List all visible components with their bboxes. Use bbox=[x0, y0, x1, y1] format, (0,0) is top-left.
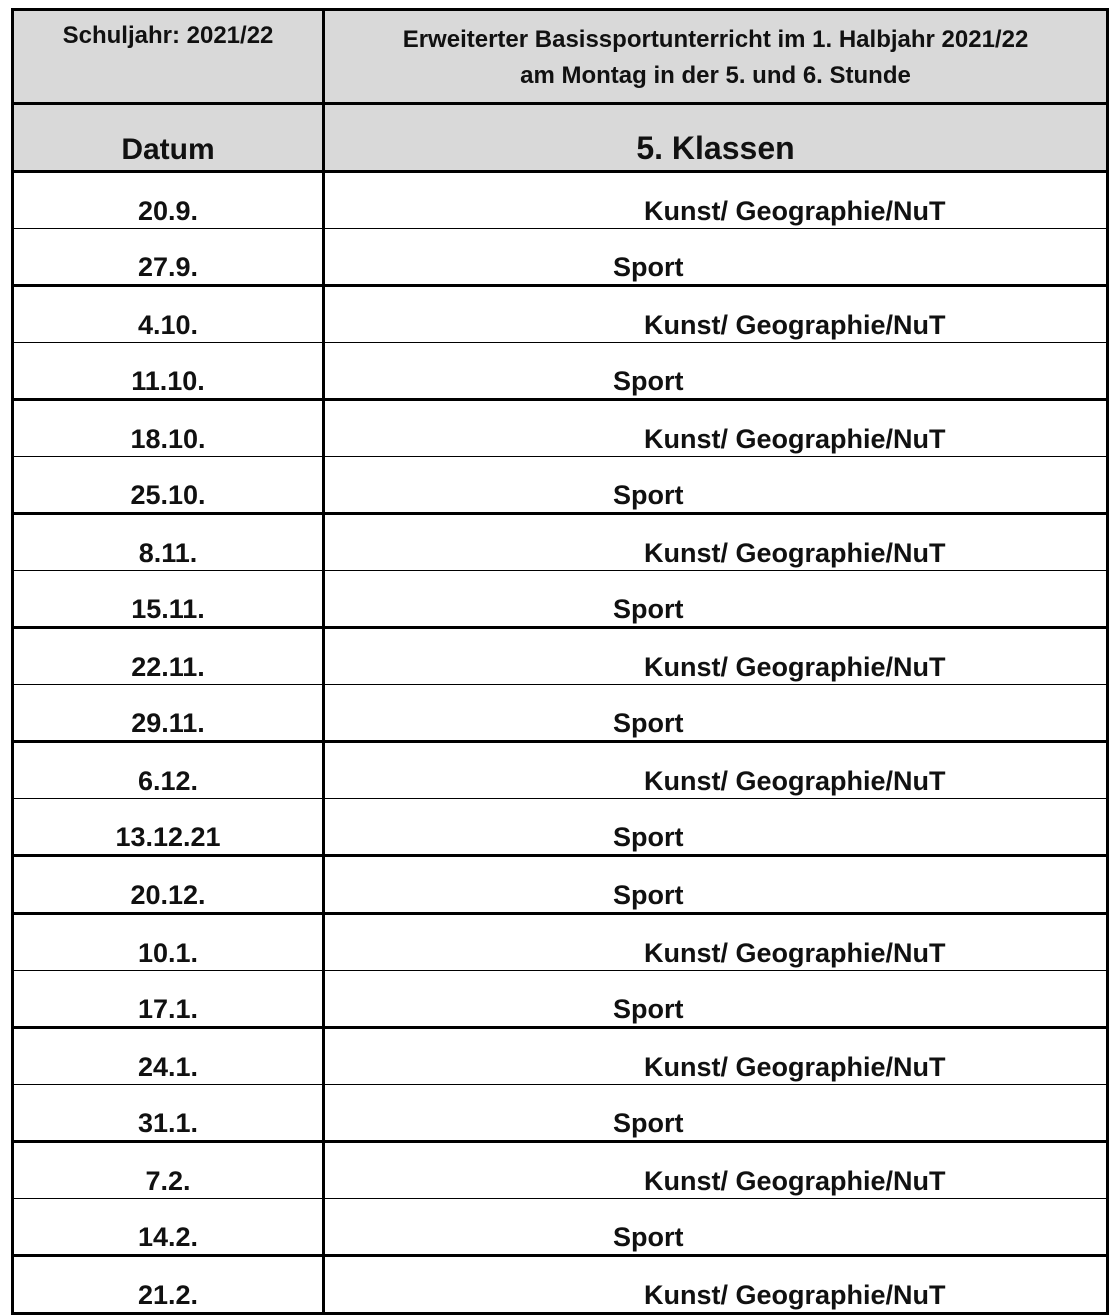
subject-label: Kunst/ Geographie/NuT bbox=[644, 1052, 946, 1082]
subject-cell bbox=[324, 172, 1108, 229]
subject-cell bbox=[324, 742, 1108, 799]
subject-cell bbox=[324, 457, 1108, 514]
table-row bbox=[13, 1028, 1108, 1085]
subject-label: Sport bbox=[613, 480, 684, 510]
table-row bbox=[13, 1085, 1108, 1142]
subject-label: Kunst/ Geographie/NuT bbox=[644, 310, 946, 340]
subject-label: Kunst/ Geographie/NuT bbox=[644, 196, 946, 226]
title-line-1: Erweiterter Basissportunterricht im 1. Halbjahr 2021/22 bbox=[402, 26, 1029, 53]
subject-label: Kunst/ Geographie/NuT bbox=[644, 766, 946, 796]
date-cell: 7.2. bbox=[13, 1142, 324, 1199]
subject-label: Sport bbox=[613, 708, 684, 738]
subject-label: Kunst/ Geographie/NuT bbox=[644, 652, 946, 682]
subject-label: Sport bbox=[613, 366, 684, 396]
title-cell bbox=[324, 10, 1108, 104]
subject-label: Kunst/ Geographie/NuT bbox=[644, 1280, 946, 1310]
date-cell: 17.1. bbox=[13, 971, 324, 1028]
subject-label: Sport bbox=[613, 822, 684, 852]
subject-label: Sport bbox=[613, 880, 684, 910]
table-row bbox=[13, 971, 1108, 1028]
table-row bbox=[13, 799, 1108, 856]
date-cell: 20.12. bbox=[13, 856, 324, 914]
subject-label: Sport bbox=[613, 252, 684, 282]
table-row bbox=[13, 742, 1108, 799]
date-column-header: Datum bbox=[13, 104, 324, 172]
table-row bbox=[13, 1142, 1108, 1199]
date-cell: 24.1. bbox=[13, 1028, 324, 1085]
date-cell: 11.10. bbox=[13, 343, 324, 400]
table-row bbox=[13, 172, 1108, 229]
subject-cell bbox=[324, 1199, 1108, 1256]
subject-cell bbox=[324, 685, 1108, 742]
table-row bbox=[13, 856, 1108, 914]
subject-cell bbox=[324, 628, 1108, 685]
date-cell: 20.9. bbox=[13, 172, 324, 229]
subject-cell bbox=[324, 514, 1108, 571]
date-cell: 6.12. bbox=[13, 742, 324, 799]
date-cell: 27.9. bbox=[13, 229, 324, 286]
title-line-2: am Montag in der 5. und 6. Stunde bbox=[520, 62, 911, 89]
subject-cell bbox=[324, 1142, 1108, 1199]
schedule-sheet bbox=[11, 8, 1106, 1310]
date-cell: 22.11. bbox=[13, 628, 324, 685]
subject-cell bbox=[324, 229, 1108, 286]
date-cell: 4.10. bbox=[13, 286, 324, 343]
date-cell: 31.1. bbox=[13, 1085, 324, 1142]
table-row bbox=[13, 685, 1108, 742]
subject-cell bbox=[324, 799, 1108, 856]
subject-cell bbox=[324, 1028, 1108, 1085]
subject-cell bbox=[324, 971, 1108, 1028]
subject-cell bbox=[324, 286, 1108, 343]
subject-cell bbox=[324, 343, 1108, 400]
date-cell: 8.11. bbox=[13, 514, 324, 571]
subject-label: Kunst/ Geographie/NuT bbox=[644, 938, 946, 968]
table-row bbox=[13, 914, 1108, 971]
subject-cell bbox=[324, 856, 1108, 914]
schedule-table bbox=[11, 8, 1109, 1315]
table-row bbox=[13, 343, 1108, 400]
date-cell: 10.1. bbox=[13, 914, 324, 971]
subject-cell bbox=[324, 1256, 1108, 1314]
subject-label: Kunst/ Geographie/NuT bbox=[644, 538, 946, 568]
subject-cell bbox=[324, 1085, 1108, 1142]
table-row bbox=[13, 229, 1108, 286]
column-header-row bbox=[13, 104, 1108, 172]
subject-cell bbox=[324, 914, 1108, 971]
date-cell: 25.10. bbox=[13, 457, 324, 514]
table-row bbox=[13, 514, 1108, 571]
table-row bbox=[13, 457, 1108, 514]
subject-label: Kunst/ Geographie/NuT bbox=[644, 424, 946, 454]
date-cell: 15.11. bbox=[13, 571, 324, 628]
date-cell: 21.2. bbox=[13, 1256, 324, 1314]
date-cell: 13.12.21 bbox=[13, 799, 324, 856]
date-cell: 18.10. bbox=[13, 400, 324, 457]
subject-cell bbox=[324, 400, 1108, 457]
title-row bbox=[13, 10, 1108, 104]
table-row bbox=[13, 571, 1108, 628]
table-row bbox=[13, 286, 1108, 343]
subject-label: Sport bbox=[613, 1108, 684, 1138]
subject-label: Kunst/ Geographie/NuT bbox=[644, 1166, 946, 1196]
subject-cell bbox=[324, 571, 1108, 628]
table-row bbox=[13, 1199, 1108, 1256]
subject-label: Sport bbox=[613, 994, 684, 1024]
classes-column-header: 5. Klassen bbox=[324, 104, 1108, 172]
school-year-cell: Schuljahr: 2021/22 bbox=[13, 10, 324, 104]
table-row bbox=[13, 1256, 1108, 1314]
table-row bbox=[13, 400, 1108, 457]
date-cell: 29.11. bbox=[13, 685, 324, 742]
subject-label: Sport bbox=[613, 1222, 684, 1252]
subject-label: Sport bbox=[613, 594, 684, 624]
date-cell: 14.2. bbox=[13, 1199, 324, 1256]
table-row bbox=[13, 628, 1108, 685]
